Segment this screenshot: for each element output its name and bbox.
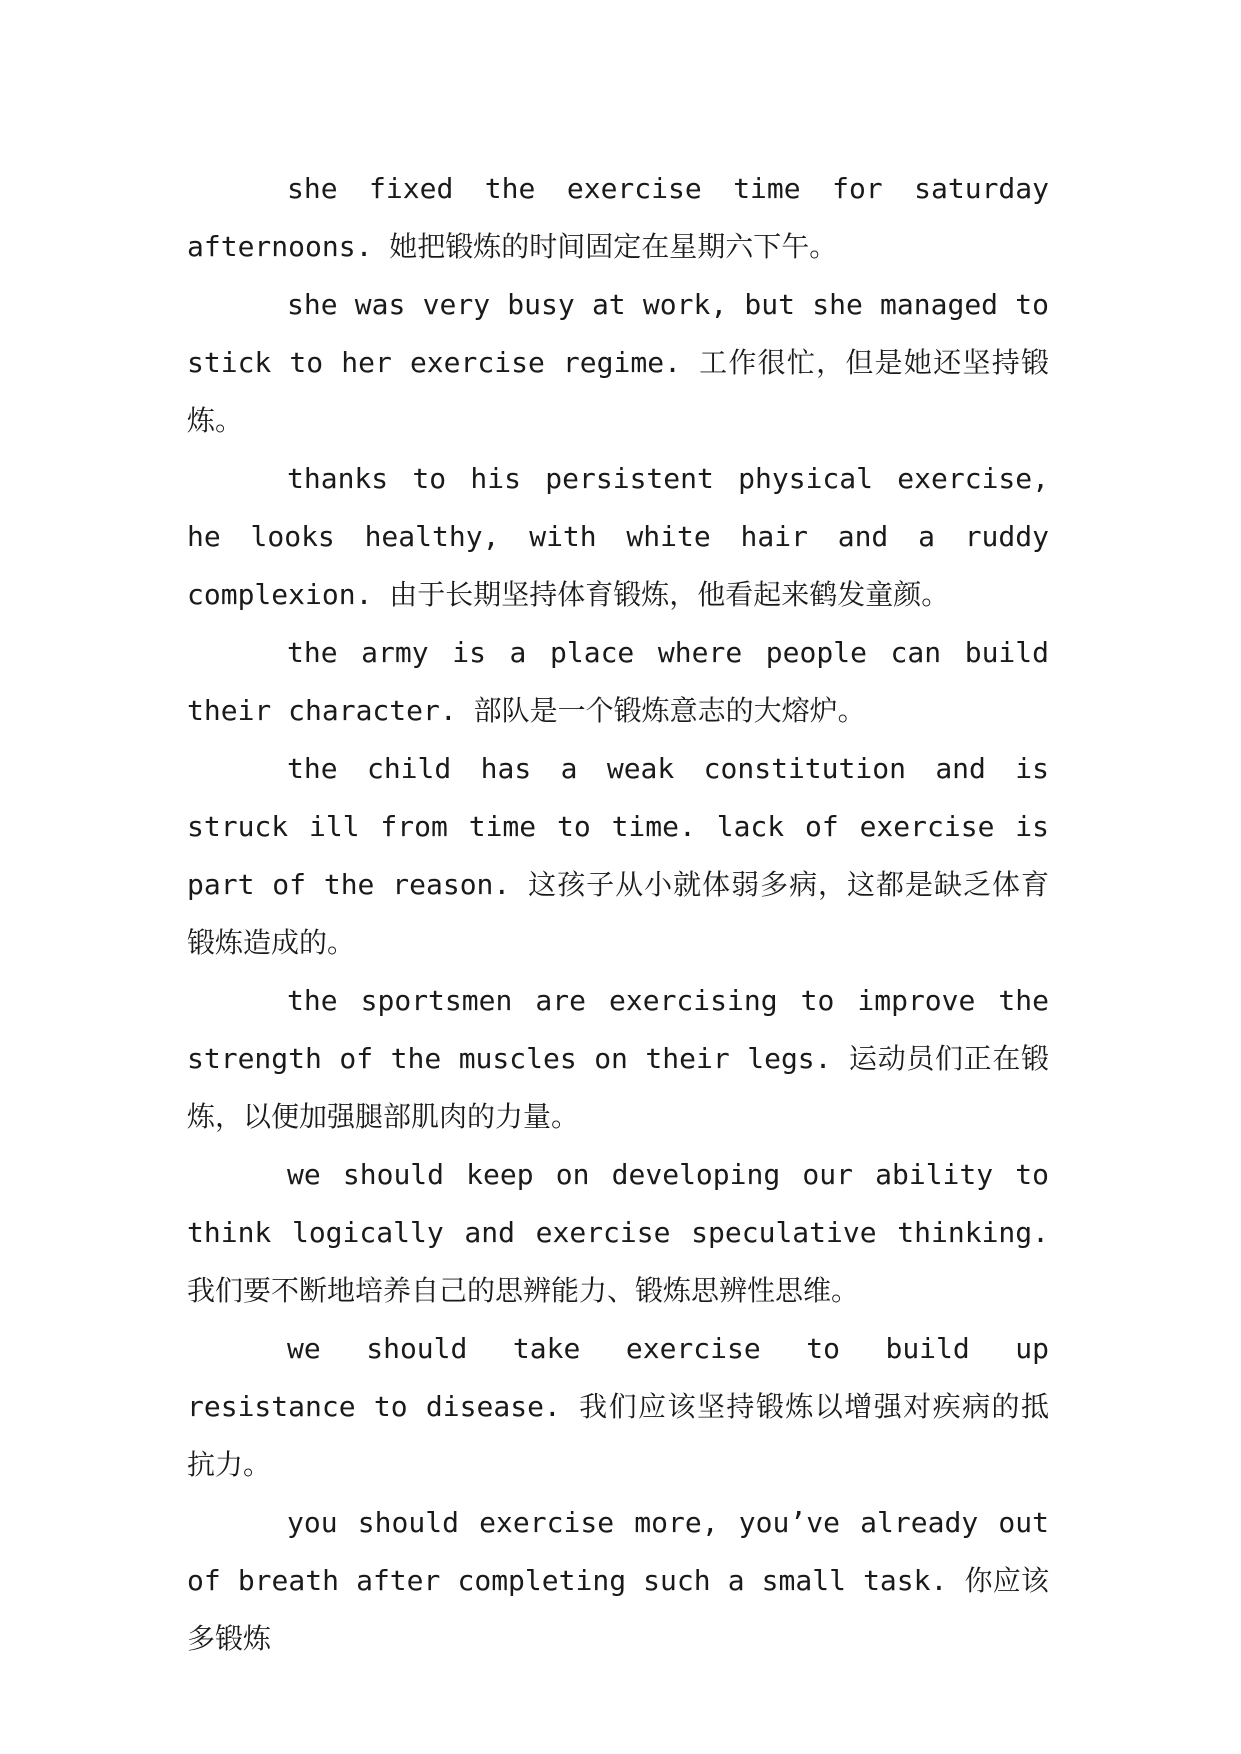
english-sentence: you should exercise more, you’ve already out of breath after completing such a small task. [187, 1506, 1049, 1597]
paragraph [187, 624, 1049, 740]
chinese-translation: 工作很忙，但是她还坚持锻炼。 [187, 346, 1049, 437]
chinese-translation: 部队是一个锻炼意志的大熔炉。 [473, 694, 866, 727]
english-sentence: the army is a place where people can build their character. [187, 636, 1049, 727]
chinese-translation: 你应该多锻炼 [187, 1564, 1049, 1655]
chinese-translation: 我们应该坚持锻炼以增强对疾病的抵抗力。 [187, 1390, 1049, 1481]
chinese-translation: 这孩子从小就体弱多病，这都是缺乏体育锻炼造成的。 [187, 868, 1050, 959]
paragraph [187, 1146, 1049, 1320]
paragraph [187, 160, 1049, 276]
paragraph [187, 972, 1049, 1146]
english-sentence: we should keep on developing our ability to think logically and exercise speculative thinking. [187, 1158, 1049, 1249]
chinese-translation: 运动员们正在锻炼，以便加强腿部肌肉的力量。 [187, 1042, 1049, 1133]
paragraph [187, 1494, 1049, 1668]
english-sentence: she fixed the exercise time for saturday afternoons. [187, 172, 1049, 263]
paragraph [187, 740, 1049, 972]
chinese-translation: 她把锻炼的时间固定在星期六下午。 [389, 230, 838, 263]
document-body [187, 160, 1049, 1668]
paragraph [187, 276, 1049, 450]
english-sentence: the child has a weak constitution and is struck ill from time to time. lack of exercise is part of the reason. [187, 752, 1049, 901]
english-sentence: she was very busy at work, but she managed to stick to her exercise regime. [187, 288, 1049, 379]
english-sentence: thanks to his persistent physical exercise, he looks healthy, with white hair and a ruddy complexion. [187, 462, 1049, 611]
chinese-translation: 我们要不断地培养自己的思辨能力、锻炼思辨性思维。 [187, 1274, 860, 1307]
chinese-translation: 由于长期坚持体育锻炼，他看起来鹤发童颜。 [389, 578, 950, 611]
english-sentence: we should take exercise to build up resistance to disease. [187, 1332, 1049, 1423]
english-sentence: the sportsmen are exercising to improve the strength of the muscles on their legs. [187, 984, 1049, 1075]
paragraph [187, 1320, 1049, 1494]
paragraph [187, 450, 1049, 624]
